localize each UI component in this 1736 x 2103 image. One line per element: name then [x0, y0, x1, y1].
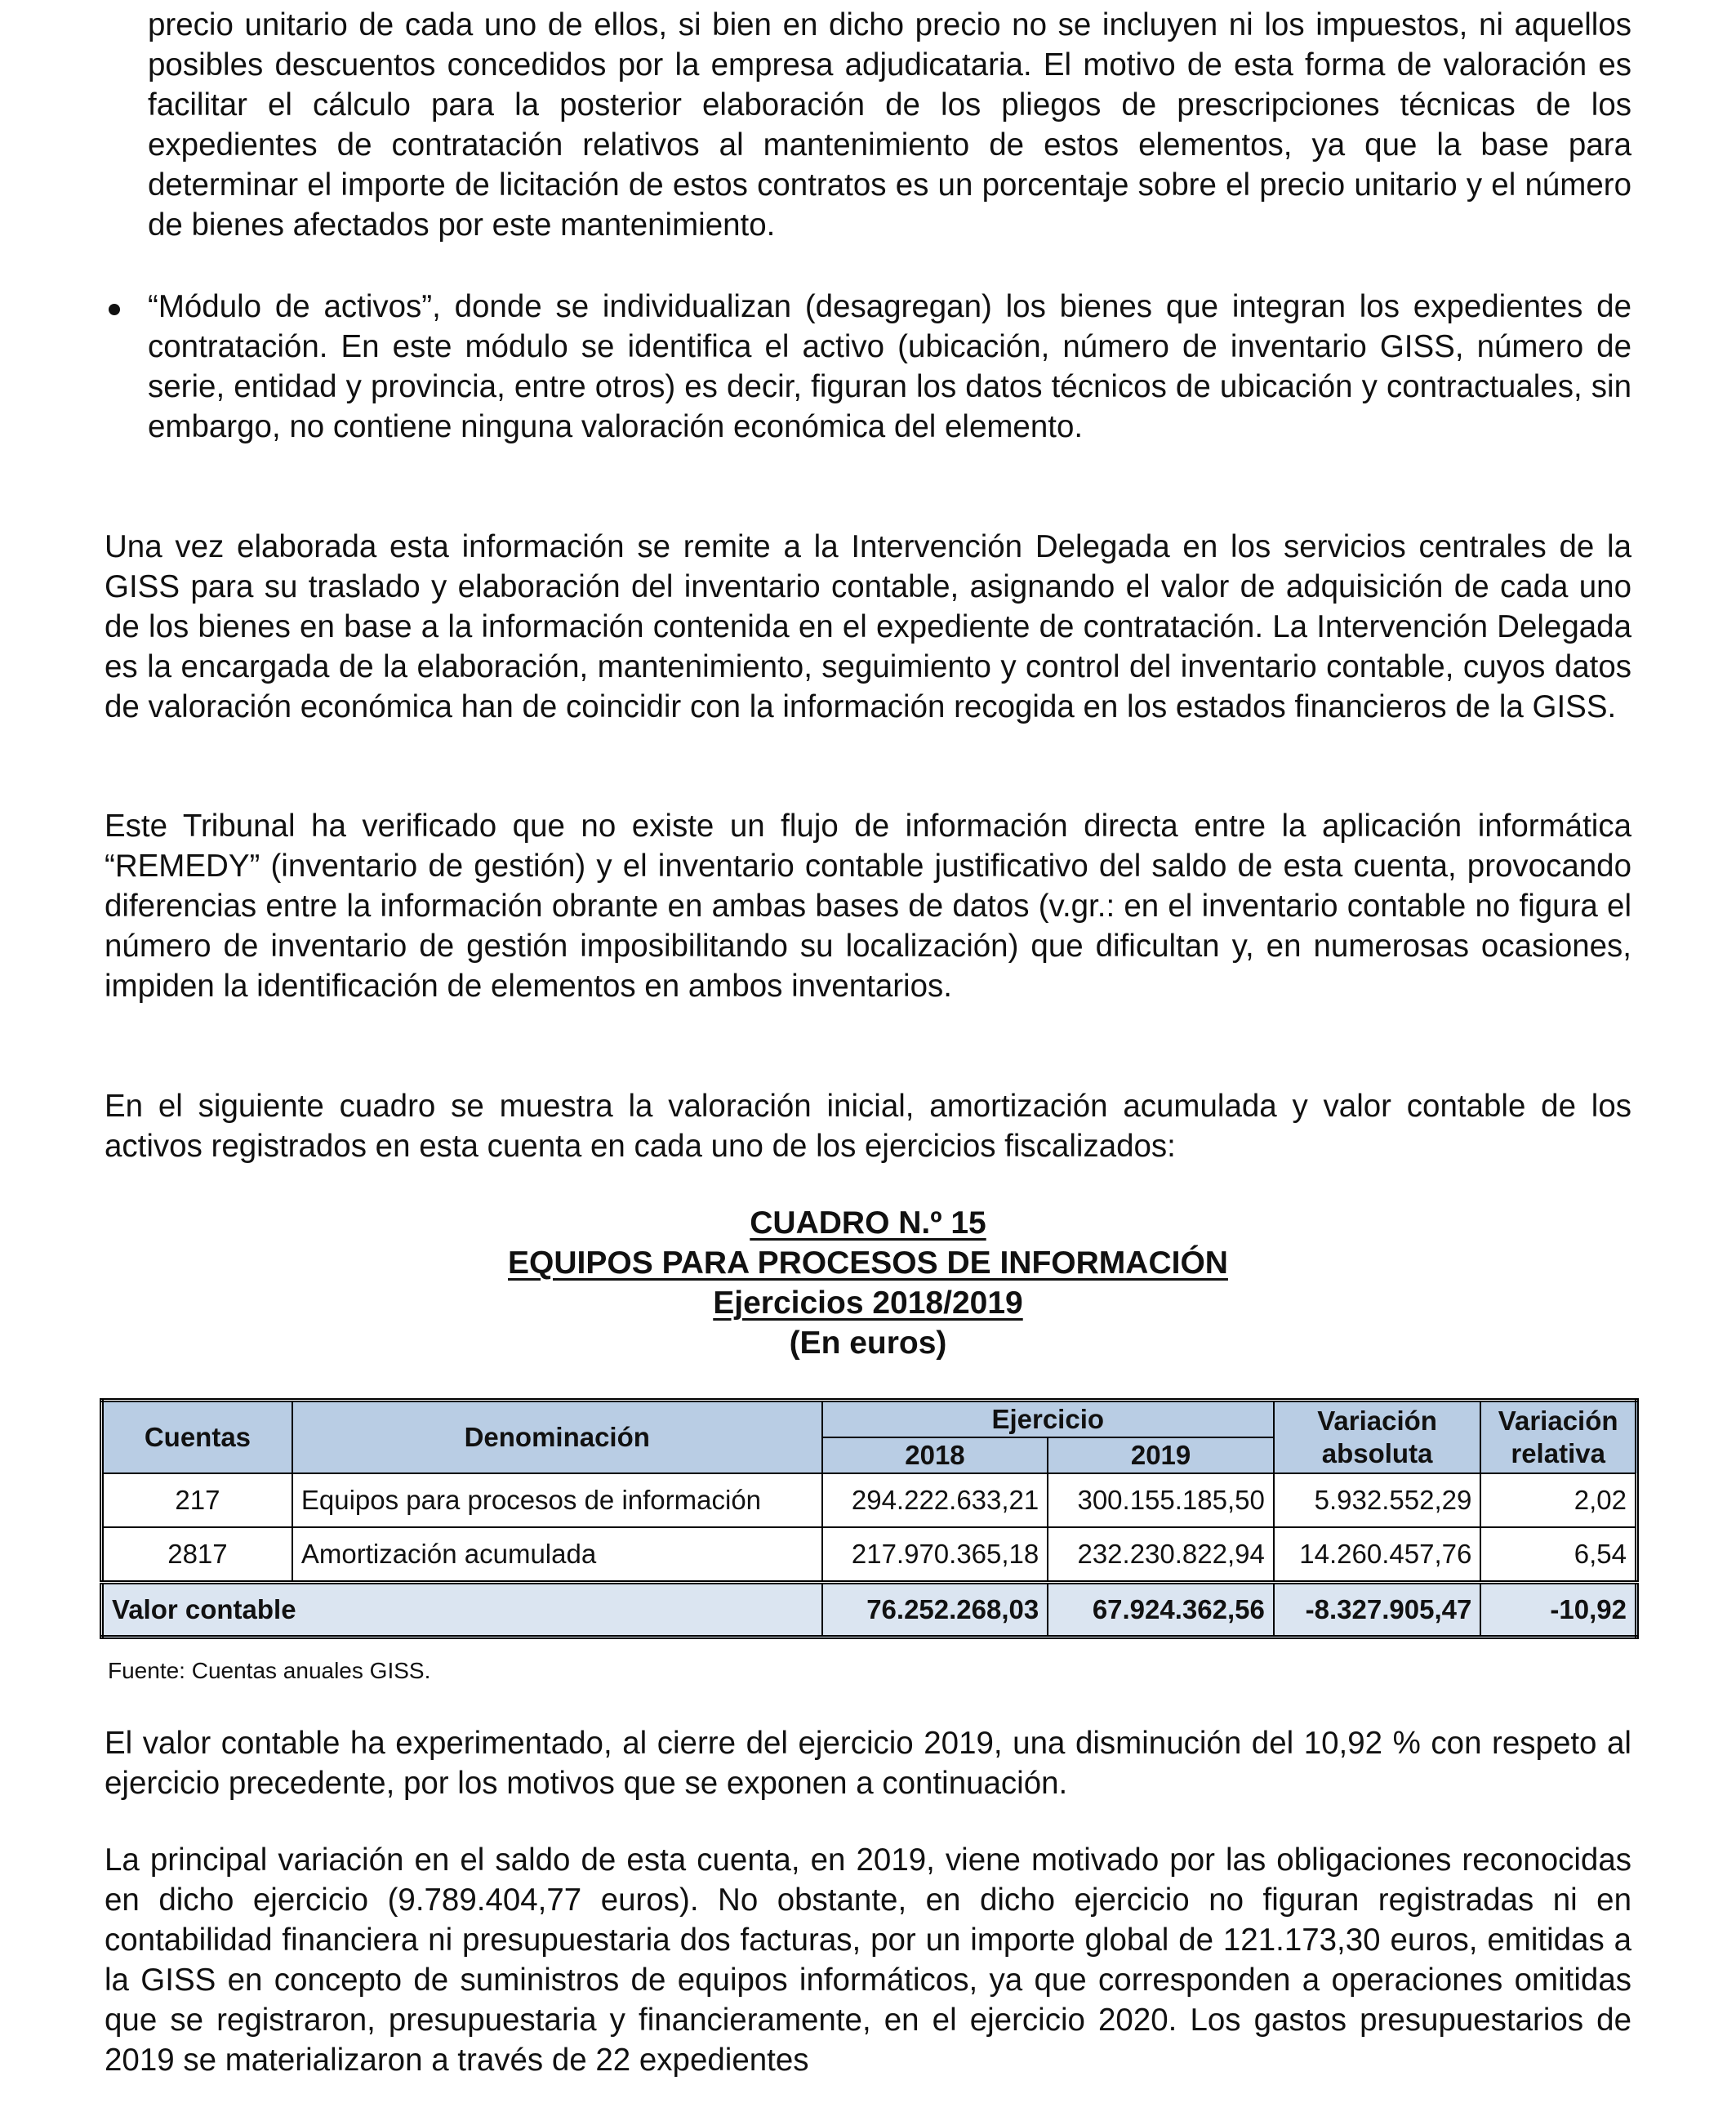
cell-total-variacion-relativa: -10,92 — [1480, 1583, 1636, 1637]
paragraph-valor-contable: El valor contable ha experimentado, al cierre del ejercicio 2019, una disminución del 10,92 % con respeto al ejercicio precedente, por los motivos que se exponen a continuación. — [105, 1726, 1631, 1801]
bullet-icon — [109, 304, 120, 315]
header-year-2018: 2018 — [822, 1437, 1048, 1473]
table-row — [102, 1527, 1637, 1583]
cell-variacion-absoluta: 5.932.552,29 — [1274, 1473, 1480, 1527]
header-denominacion: Denominación — [292, 1401, 822, 1474]
header-variacion-relativa — [1480, 1401, 1636, 1474]
table-number: CUADRO N.º 15 — [750, 1205, 986, 1241]
paragraph-siguiente-cuadro: En el siguiente cuadro se muestra la valoración inicial, amortización acumulada y valor contable de los activos registrados en esta cuenta en cada uno de los ejercicios fiscalizados: — [105, 1089, 1631, 1164]
paragraph-principal-variacion: La principal variación en el saldo de esta cuenta, en 2019, viene motivado por las obligaciones reconocidas en dicho ejercicio (9.789.404,77 euros). No obstante, en dicho ejercicio no figuran registradas ni en contabilidad financiera ni presupuestaria dos facturas, por un importe global de 121.173,30 euros, emitidas a la GISS en concepto de suministros de equipos informáticos, ya que corresponden a operaciones omitidas que se registraron, presupuestaria y financieramente, en el ejercicio 2020. Los gastos presupuestarios de 2019 se materializaron a través de 22 expedientes — [105, 1842, 1631, 2078]
cell-2018: 217.970.365,18 — [822, 1527, 1048, 1583]
cell-total-variacion-absoluta: -8.327.905,47 — [1274, 1583, 1480, 1637]
header-variacion-absoluta — [1274, 1401, 1480, 1474]
header-variacion-relativa-line2: relativa — [1511, 1438, 1605, 1468]
header-ejercicio: Ejercicio — [822, 1401, 1274, 1438]
cell-variacion-relativa: 6,54 — [1480, 1527, 1636, 1583]
paragraph-intervencion-delegada: Una vez elaborada esta información se remite a la Intervención Delegada en los servicios centrales de la GISS para su traslado y elaboración del inventario contable, asignando el valor de adquisición de cada uno de los bienes en base a la información contenida en el expediente de contratación. La Intervención Delegada es la encargada de la elaboración, mantenimiento, seguimiento y control del inventario contable, cuyos datos de valoración económica han de coincidir con la información recogida en los estados financieros de la GISS. — [105, 529, 1631, 724]
cell-denominacion: Equipos para procesos de información — [292, 1473, 822, 1527]
table-subtitle: EQUIPOS PARA PROCESOS DE INFORMACIÓN — [508, 1245, 1228, 1281]
table-period: Ejercicios 2018/2019 — [713, 1285, 1023, 1321]
cell-variacion-absoluta: 14.260.457,76 — [1274, 1527, 1480, 1583]
header-year-2019: 2019 — [1048, 1437, 1274, 1473]
cell-denominacion: Amortización acumulada — [292, 1527, 822, 1583]
paragraph-precio-unitario: precio unitario de cada uno de ellos, si bien en dicho precio no se incluyen ni los impuestos, ni aquellos posibles descuentos concedidos por la empresa adjudicataria. El motivo de esta forma de valoración es facilitar el cálculo para la posterior elaboración de los pliegos de prescripciones técnicas de los expedientes de contratación relativos al mantenimiento de estos elementos, ya que la base para determinar el importe de licitación de estos contratos es un porcentaje sobre el precio unitario y el número de bienes afectados por este mantenimiento. — [148, 7, 1631, 243]
cell-total-label: Valor contable — [102, 1583, 822, 1637]
cuadro-15-table — [100, 1398, 1639, 1639]
header-variacion-relativa-line1: Variación — [1498, 1406, 1618, 1436]
cell-cuenta: 2817 — [102, 1527, 292, 1583]
paragraph-tribunal-verificado: Este Tribunal ha verificado que no existe un flujo de información directa entre la aplicación informática “REMEDY” (inventario de gestión) y el inventario contable justificativo del saldo de esta cuenta, provocando diferencias entre la información obrante en ambas bases de datos (v.gr.: en el inventario contable no figura el número de inventario de gestión imposibilitando su localización) que dificultan y, en numerosas ocasiones, impiden la identificación de elementos en ambos inventarios. — [105, 809, 1631, 1004]
table-header-row — [102, 1401, 1637, 1438]
cell-2019: 300.155.185,50 — [1048, 1473, 1274, 1527]
header-cuentas: Cuentas — [102, 1401, 292, 1474]
cell-2018: 294.222.633,21 — [822, 1473, 1048, 1527]
table-total-row — [102, 1583, 1637, 1637]
cell-variacion-relativa: 2,02 — [1480, 1473, 1636, 1527]
cell-2019: 232.230.822,94 — [1048, 1527, 1274, 1583]
table-title-block — [0, 1203, 1736, 1363]
cell-cuenta: 217 — [102, 1473, 292, 1527]
cell-total-2018: 76.252.268,03 — [822, 1583, 1048, 1637]
table-source-note: Fuente: Cuentas anuales GISS. — [108, 1658, 431, 1683]
cell-total-2019: 67.924.362,56 — [1048, 1583, 1274, 1637]
header-variacion-absoluta-line2: absoluta — [1321, 1438, 1433, 1468]
table-units: (En euros) — [789, 1326, 947, 1361]
header-variacion-absoluta-line1: Variación — [1317, 1406, 1437, 1436]
bullet-modulo-activos: “Módulo de activos”, donde se individualizan (desagregan) los bienes que integran los expedientes de contratación. En este módulo se identifica el activo (ubicación, número de inventario GISS, número de serie, entidad y provincia, entre otros) es decir, figuran los datos técnicos de ubicación y contractuales, sin embargo, no contiene ninguna valoración económica del elemento. — [148, 289, 1631, 444]
table-row — [102, 1473, 1637, 1527]
